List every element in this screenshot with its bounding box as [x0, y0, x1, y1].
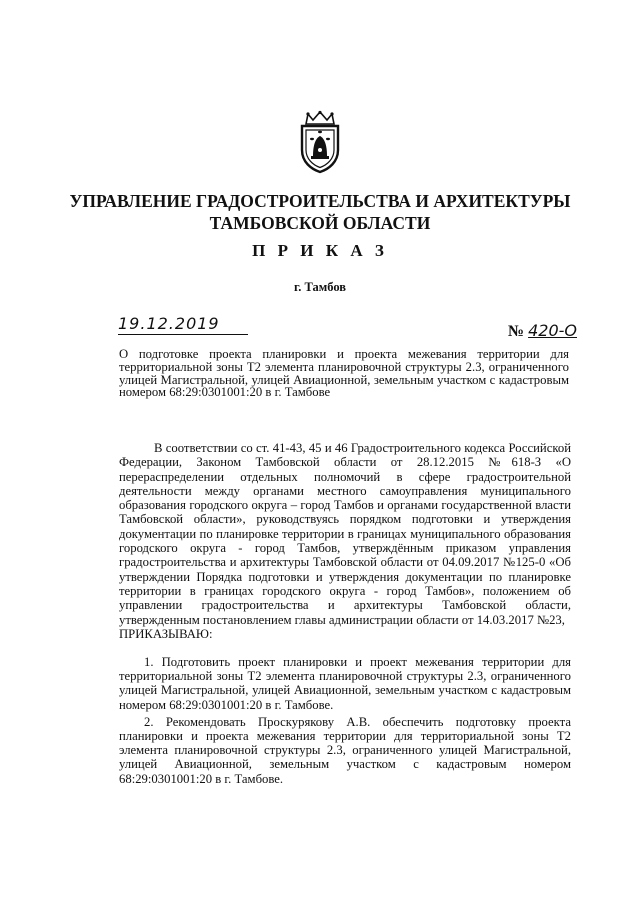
order-number-value: 420-О	[528, 321, 577, 340]
order-items	[119, 655, 571, 786]
organization-line-1: УПРАВЛЕНИЕ ГРАДОСТРОИТЕЛЬСТВА И АРХИТЕКТУРЫ	[69, 191, 571, 211]
order-item-1: 1. Подготовить проект планировки и проект межевания территории для территориальной зоны Т2 элемента планировочной структуры 2.3, ограниченного улицей Магистральной, улицей Авиационной, земельным участком с кадастровым номером 68:29:0301001:20 в г. Тамбове.	[119, 655, 571, 712]
issue-city: г. Тамбов	[293, 280, 347, 294]
document-type-title: П Р И К А З	[252, 241, 388, 260]
order-date: 19.12.2019	[118, 314, 248, 335]
preamble-paragraph	[119, 441, 571, 641]
number-sign: №	[508, 323, 525, 340]
order-number	[508, 321, 577, 341]
preamble-text: В соответствии со ст. 41-43, 45 и 46 Градостроительного кодекса Российской Федерации, Законом Тамбовской области от 28.12.2015 №618-З «О перераспределении отдельных полномочий в сфере градостроительной деятельности между органами местного самоуправления муниципального образования городского округа – город Тамбов и органами государственной власти Тамбовской области», руководствуясь порядком подготовки и утверждения документации по планировке территории в границах муниципального образования городского округа - город Тамбов, утверждённым приказом управления градостроительства и архитектуры Тамбовской области от 04.09.2017 №125-0 «Об утверждении Порядка подготовки и утверждения документации по планировке территории в границах городского округа - город Тамбов», положением об управлении градостроительства и архитектуры Тамбовской области, утвержденным постановлением главы администрации области от 14.03.2017 №23,	[119, 441, 571, 627]
organization-line-2: ТАМБОВСКОЙ ОБЛАСТИ	[209, 213, 431, 233]
order-subject: О подготовке проекта планировки и проекта межевания территории для территориальной зоны Т2 элемента планировочной структуры 2.3, ограниченного улицей Магистральной, улицей Авиационной, земельным участком с кадастровым номером 68:29:0301001:20 в г. Тамбове	[119, 347, 569, 400]
decree-word: ПРИКАЗЫВАЮ:	[119, 626, 213, 641]
order-item-2: 2. Рекомендовать Проскурякову А.В. обеспечить подготовку проекта планировки и проекта межевания территории для территориальной зоны Т2 элемента планировочной структуры 2.3, ограниченного улицей Магистральной, улицей Авиационной, земельным участком с кадастровым номером 68:29:0301001:20 в г. Тамбове.	[119, 714, 571, 786]
organization-name	[0, 190, 640, 234]
tambov-region-coat-of-arms-icon	[294, 110, 346, 174]
